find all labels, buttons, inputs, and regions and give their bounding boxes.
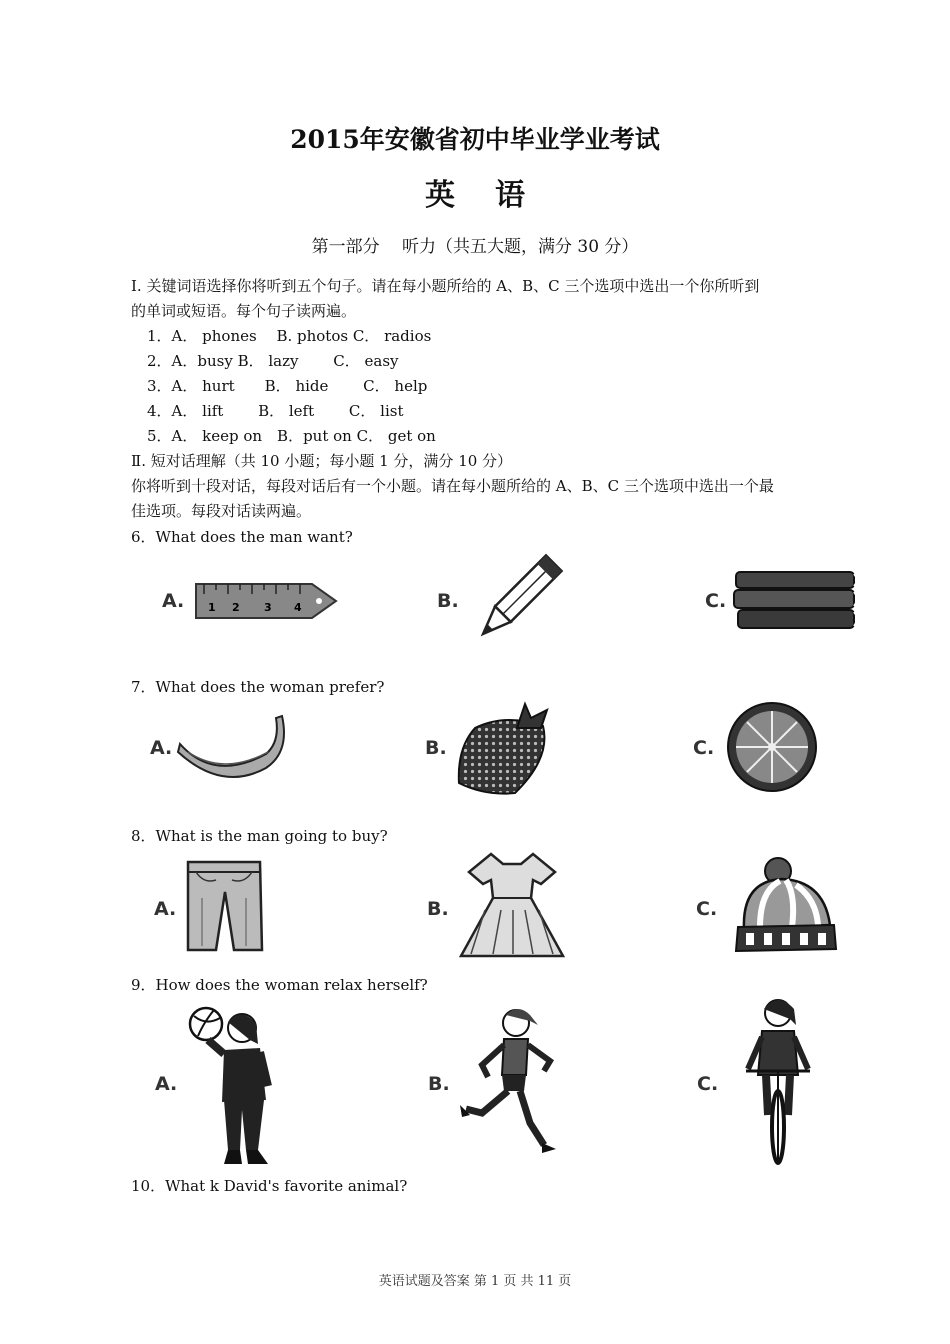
exam-title: 2015年安徽省初中毕业学业考试: [290, 125, 660, 154]
section1-item-1: 1．A． phones B. photos C． radios: [147, 327, 432, 345]
ruler-mark-1: 1: [208, 601, 216, 614]
page-footer: 英语试题及答案 第 1 页 共 11 页: [378, 1274, 572, 1289]
section1-instruction-cont: 的单词或短语。每个句子读两遍。: [131, 302, 357, 320]
section2-heading: Ⅱ. 短对话理解（共 10 小题；每小题 1 分，满分 10 分）: [131, 452, 513, 470]
section1-instruction: Ⅰ. 关键词语选择你将听到五个句子。请在每小题所给的 A、B、C 三个选项中选出一个你所听到: [131, 277, 760, 295]
strawberry-icon: [455, 698, 555, 798]
running-girl-icon: [458, 1005, 568, 1160]
q7-option-a: A.: [150, 737, 173, 759]
q6-option-a: A.: [162, 590, 185, 612]
section2-instruction-cont: 佳选项。每段对话读两遍。: [131, 502, 312, 520]
ruler-mark-4: 4: [294, 601, 302, 614]
section2-instruction: 你将听到十段对话，每段对话后有一个小题。请在每小题所给的 A、B、C 三个选项中选出一个最: [131, 477, 774, 495]
q6-option-b: B.: [437, 590, 459, 612]
section1-item-2: 2．A．busy B． lazy C． easy: [147, 352, 399, 370]
question-9: 9．How does the woman relax herself?: [131, 976, 428, 994]
ruler-mark-3: 3: [264, 601, 272, 614]
q7-option-b: B.: [425, 737, 447, 759]
question-7: 7．What does the woman prefer?: [131, 678, 385, 696]
jeans-icon: [182, 858, 267, 953]
q8-option-c: C.: [696, 898, 718, 920]
hat-icon: [730, 855, 840, 955]
q9-option-b: B.: [428, 1073, 450, 1095]
cycling-girl-icon: [744, 995, 814, 1167]
q9-option-c: C.: [697, 1073, 719, 1095]
section1-item-3: 3．A． hurt B． hide C． help: [147, 377, 428, 395]
question-10: 10．What k David's favorite animal?: [131, 1177, 408, 1195]
question-6: 6．What does the man want?: [131, 528, 353, 546]
q7-option-c: C.: [693, 737, 715, 759]
section1-item-4: 4．A． lift B． left C． list: [147, 402, 404, 420]
q8-option-b: B.: [427, 898, 449, 920]
orange-icon: [725, 700, 820, 795]
banana-icon: [174, 712, 289, 782]
dress-icon: [455, 850, 570, 962]
pencil-icon: [470, 548, 565, 653]
section1-item-5: 5．A． keep on B．put on C． get on: [147, 427, 436, 445]
part-title: 第一部分 听力（共五大题，满分 30 分）: [311, 237, 639, 257]
question-8: 8．What is the man going to buy?: [131, 827, 388, 845]
q9-option-a: A.: [155, 1073, 178, 1095]
ruler-icon: [194, 582, 339, 620]
ruler-mark-2: 2: [232, 601, 240, 614]
volleyball-girl-icon: [184, 1000, 284, 1170]
q8-option-a: A.: [154, 898, 177, 920]
subject-title: 英语: [425, 178, 565, 213]
q6-option-c: C.: [705, 590, 727, 612]
books-icon: [732, 568, 862, 634]
